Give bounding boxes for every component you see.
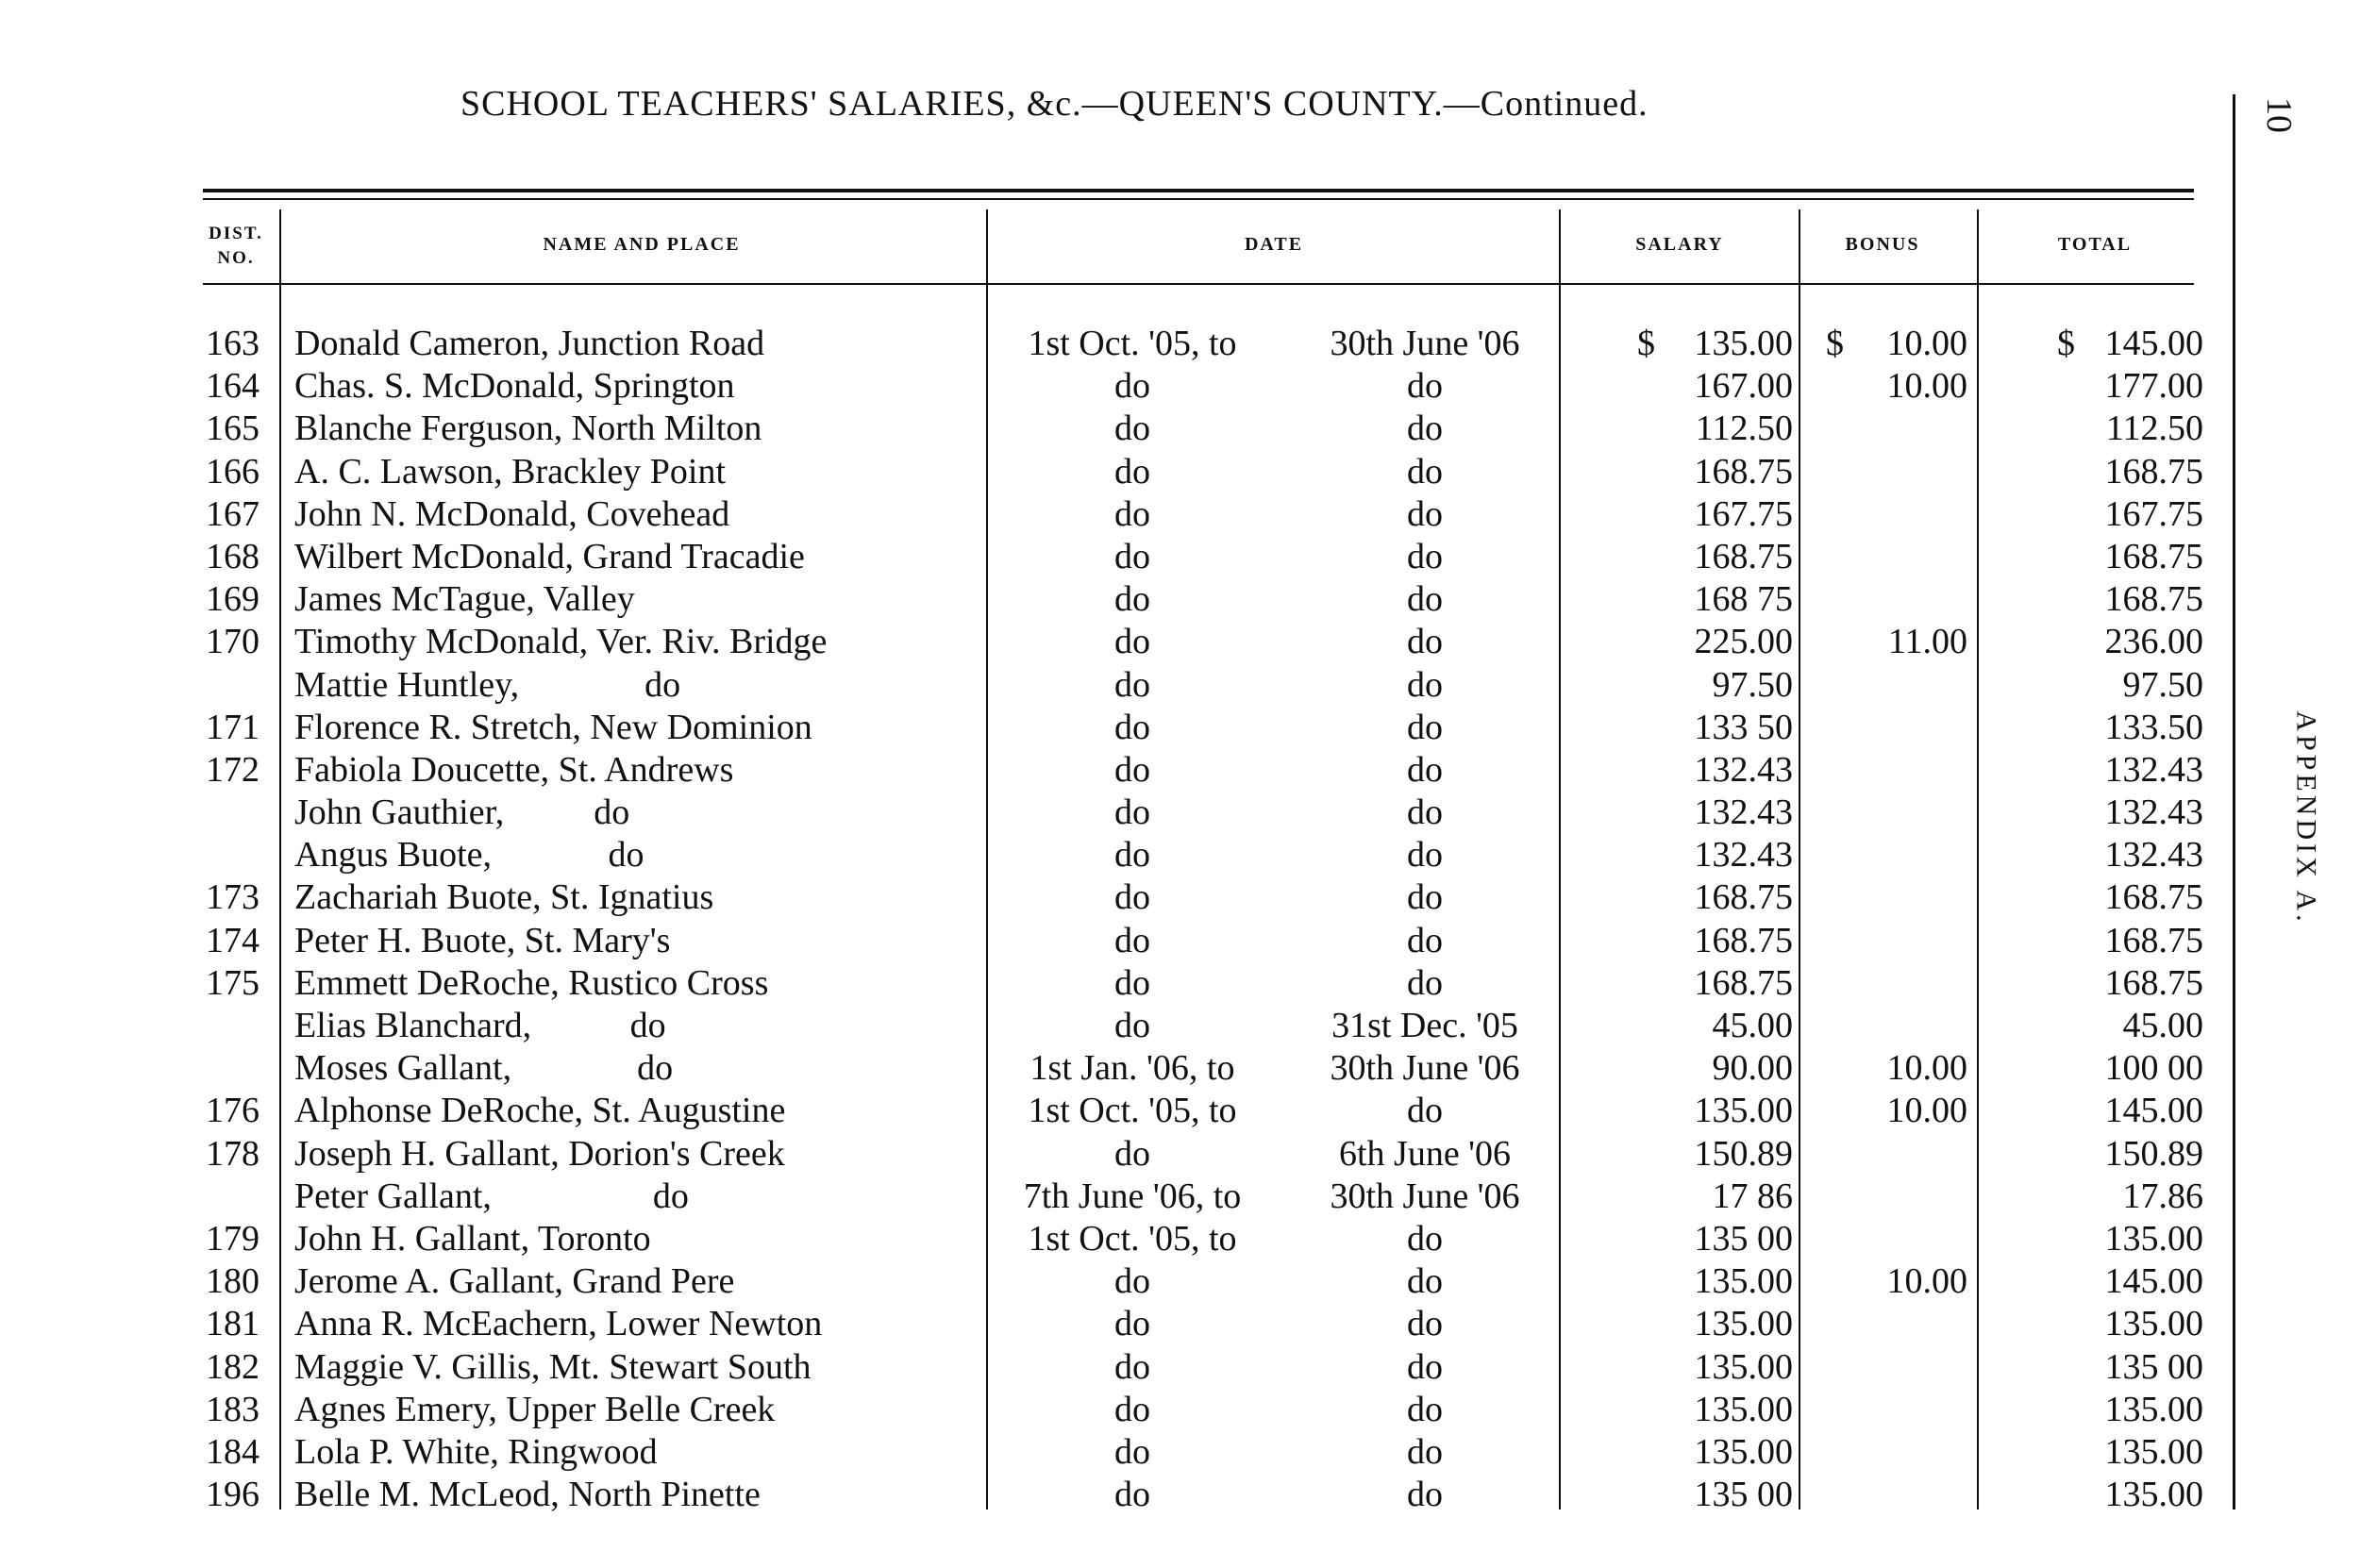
table-row (0, 1474, 2360, 1516)
date-to-cell: do (1407, 1218, 1443, 1259)
salary-cell: 135 00 (1694, 1218, 1793, 1259)
total-cell: 132.43 (2104, 792, 2203, 833)
table-row (0, 536, 2360, 578)
name-place-cell: Belle M. McLeod, North Pinette (294, 1475, 761, 1515)
table-row (0, 1047, 2360, 1090)
dist-no-cell: 166 (206, 451, 259, 492)
date-from-cell: do (1114, 1431, 1150, 1472)
column-header-bonus: BONUS (1845, 234, 1920, 255)
date-from-cell: do (1114, 1389, 1150, 1429)
name-place-cell: Mattie Huntley, do (294, 664, 681, 705)
bonus-cell: 10.00 (1886, 1091, 1967, 1131)
salary-cell: 90.00 (1712, 1048, 1793, 1089)
date-from-cell: do (1114, 749, 1150, 790)
name-place-cell: Anna R. McEachern, Lower Newton (294, 1304, 823, 1344)
salary-cell: 168.75 (1694, 920, 1793, 960)
bonus-cell: 10.00 (1886, 1261, 1967, 1302)
total-cell: 97.50 (2122, 664, 2203, 705)
name-place-cell: Florence R. Stretch, New Dominion (294, 707, 812, 747)
page-title: SCHOOL TEACHERS' SALARIES, &c.—QUEEN'S COUNTY.—Continued. (460, 84, 1649, 124)
dist-no-cell: 169 (206, 579, 259, 620)
dist-no-cell: 163 (206, 324, 259, 363)
dist-no-cell: 196 (206, 1475, 259, 1515)
date-from-cell: do (1114, 1261, 1150, 1302)
dist-no-cell: 176 (206, 1091, 259, 1131)
date-to-cell: do (1407, 877, 1443, 918)
salary-cell: 135.00 (1694, 1346, 1793, 1387)
salary-cell: 168.75 (1694, 877, 1793, 918)
date-from-cell: do (1114, 920, 1150, 960)
table-row (0, 365, 2360, 408)
dist-no-cell: 171 (206, 707, 259, 747)
salary-cell: 168.75 (1694, 536, 1793, 576)
name-place-cell: Peter H. Buote, St. Mary's (294, 920, 671, 960)
table-row (0, 1176, 2360, 1218)
date-to-cell: do (1407, 835, 1443, 876)
salary-cell: 135.00 (1694, 1431, 1793, 1472)
table-row (0, 451, 2360, 493)
dist-no-cell: 175 (206, 962, 259, 1003)
date-to-cell: 6th June '06 (1338, 1133, 1512, 1174)
date-to-cell: do (1407, 451, 1443, 492)
date-from-cell: do (1114, 835, 1150, 876)
salary-cell: 112.50 (1695, 409, 1793, 449)
total-cell: 145.00 (2104, 1091, 2203, 1131)
total-cell: 135.00 (2104, 1218, 2203, 1259)
name-place-cell: Timothy McDonald, Ver. Riv. Bridge (294, 622, 828, 662)
column-header-total: TOTAL (2057, 234, 2133, 255)
total-cell: 133.50 (2104, 707, 2203, 747)
salary-table-body (0, 323, 2360, 1516)
total-cell: 135.00 (2104, 1389, 2203, 1429)
dist-no-cell: 178 (206, 1133, 259, 1174)
dist-no-cell: 167 (206, 493, 259, 534)
date-to-cell: do (1407, 1091, 1443, 1131)
date-from-cell: do (1114, 1133, 1150, 1174)
total-cell: 168.75 (2104, 962, 2203, 1003)
date-from-cell: do (1114, 877, 1150, 918)
column-header-name: NAME AND PLACE (543, 234, 741, 255)
name-place-cell: James McTague, Valley (294, 579, 635, 620)
name-place-cell: Blanche Ferguson, North Milton (294, 409, 762, 449)
total-cell: 168.75 (2104, 451, 2203, 492)
table-row (0, 1133, 2360, 1176)
table-row (0, 664, 2360, 707)
total-cell: 135.00 (2104, 1431, 2203, 1472)
total-cell: 145.00 (2104, 1261, 2203, 1302)
name-place-cell: Donald Cameron, Junction Road (294, 324, 765, 363)
salary-cell: 97.50 (1712, 664, 1793, 705)
total-cell: 168.75 (2104, 579, 2203, 620)
date-to-cell: do (1407, 366, 1443, 407)
date-to-cell: do (1407, 1475, 1443, 1515)
total-cell: 17.86 (2122, 1176, 2203, 1216)
date-to-cell: do (1407, 1431, 1443, 1472)
column-header-date: DATE (1244, 234, 1304, 255)
salary-cell: 168.75 (1694, 451, 1793, 492)
name-place-cell: John H. Gallant, Toronto (294, 1218, 651, 1259)
salary-cell: 135.00 (1694, 1091, 1793, 1131)
date-to-cell: do (1407, 1304, 1443, 1344)
name-place-cell: John N. McDonald, Covehead (294, 493, 730, 534)
date-from-cell: do (1114, 366, 1150, 407)
total-cell: 112.50 (2105, 409, 2203, 449)
date-from-cell: do (1114, 1304, 1150, 1344)
table-row (0, 962, 2360, 1005)
date-from-cell: do (1114, 664, 1150, 705)
dist-no-cell: 164 (206, 366, 259, 407)
salary-cell: 132.43 (1694, 792, 1793, 833)
salary-cell: 168.75 (1694, 962, 1793, 1003)
total-cell: 135 00 (2104, 1346, 2203, 1387)
date-from-cell: do (1114, 493, 1150, 534)
table-row (0, 1090, 2360, 1132)
dist-no-cell: 179 (206, 1218, 259, 1259)
total-cell: 135.00 (2104, 1304, 2203, 1344)
salary-cell: 135.00 (1694, 1304, 1793, 1344)
salary-cell: 135 00 (1694, 1475, 1793, 1515)
date-to-cell: do (1407, 920, 1443, 960)
name-place-cell: Zachariah Buote, St. Ignatius (294, 877, 714, 918)
name-place-cell: Fabiola Doucette, St. Andrews (294, 749, 734, 790)
table-row (0, 1260, 2360, 1303)
table-row (0, 1303, 2360, 1345)
table-row (0, 749, 2360, 792)
total-cell: 150.89 (2104, 1133, 2203, 1174)
name-place-cell: John Gauthier, do (294, 792, 630, 833)
dist-no-cell: 184 (206, 1431, 259, 1472)
date-from-cell: do (1114, 707, 1150, 747)
page-number: 10 (2259, 97, 2299, 133)
header-rule-second (203, 198, 2194, 200)
dist-no-cell: 180 (206, 1261, 259, 1302)
bonus-cell: 11.00 (1887, 622, 1967, 662)
dist-no-cell: 173 (206, 877, 259, 918)
date-from-cell: 1st Oct. '05, to (1028, 324, 1237, 363)
salary-cell: 135.00 (1694, 1261, 1793, 1302)
table-row (0, 834, 2360, 876)
name-place-cell: Elias Blanchard, do (294, 1006, 666, 1045)
date-to-cell: do (1407, 493, 1443, 534)
total-cell: 100 00 (2104, 1048, 2203, 1089)
date-to-cell: do (1407, 1346, 1443, 1387)
date-to-cell: 30th June '06 (1330, 1048, 1520, 1089)
salary-cell: 135.00 (1694, 1389, 1793, 1429)
table-row (0, 323, 2360, 365)
date-to-cell: do (1407, 664, 1443, 705)
dist-no-cell: 183 (206, 1389, 259, 1429)
table-row (0, 408, 2360, 450)
total-cell: 132.43 (2104, 835, 2203, 876)
header-rule-bottom (203, 283, 2194, 285)
date-to-cell: do (1407, 707, 1443, 747)
name-place-cell: Wilbert McDonald, Grand Tracadie (294, 536, 805, 576)
total-cell: 177.00 (2104, 366, 2203, 407)
name-place-cell: Jerome A. Gallant, Grand Pere (294, 1261, 735, 1302)
total-cell: 145.00 (2104, 324, 2203, 363)
name-place-cell: Emmett DeRoche, Rustico Cross (294, 962, 769, 1003)
table-row (0, 707, 2360, 749)
table-row (0, 621, 2360, 663)
table-row (0, 920, 2360, 962)
date-from-cell: 1st Jan. '06, to (1029, 1048, 1235, 1089)
date-from-cell: do (1114, 1475, 1150, 1515)
date-from-cell: do (1114, 622, 1150, 662)
currency-symbol: $ (1637, 324, 1655, 363)
date-to-cell: 30th June '06 (1330, 324, 1520, 363)
table-row (0, 1389, 2360, 1431)
name-place-cell: Chas. S. McDonald, Springton (294, 366, 735, 407)
date-from-cell: do (1114, 451, 1150, 492)
date-from-cell: do (1114, 792, 1150, 833)
name-place-cell: Angus Buote, do (294, 835, 644, 876)
dist-no-cell: 165 (206, 409, 259, 449)
table-row (0, 493, 2360, 536)
table-row (0, 578, 2360, 621)
date-to-cell: do (1407, 792, 1443, 833)
total-cell: 45.00 (2122, 1006, 2203, 1045)
table-row (0, 1218, 2360, 1260)
table-row (0, 876, 2360, 919)
header-rule-top (203, 189, 2194, 192)
name-place-cell: A. C. Lawson, Brackley Point (294, 451, 727, 492)
salary-cell: 168 75 (1694, 579, 1793, 620)
name-place-cell: Lola P. White, Ringwood (294, 1431, 658, 1472)
date-from-cell: 7th June '06, to (1023, 1176, 1242, 1216)
name-place-cell: Alphonse DeRoche, St. Augustine (294, 1091, 786, 1131)
date-from-cell: 1st Oct. '05, to (1028, 1091, 1237, 1131)
salary-cell: 135.00 (1694, 324, 1793, 363)
date-to-cell: do (1407, 536, 1443, 576)
date-from-cell: do (1114, 536, 1150, 576)
salary-cell: 132.43 (1694, 835, 1793, 876)
table-row (0, 1431, 2360, 1474)
dist-no-cell: 182 (206, 1346, 259, 1387)
salary-cell: 150.89 (1694, 1133, 1793, 1174)
dist-no-cell: 170 (206, 622, 259, 662)
date-to-cell: do (1407, 579, 1443, 620)
date-from-cell: do (1114, 962, 1150, 1003)
appendix-label: APPENDIX A. (2290, 710, 2322, 926)
name-place-cell: Maggie V. Gillis, Mt. Stewart South (294, 1346, 812, 1387)
date-from-cell: do (1114, 579, 1150, 620)
salary-cell: 167.00 (1694, 366, 1793, 407)
total-cell: 168.75 (2104, 877, 2203, 918)
dist-no-cell: 172 (206, 749, 259, 790)
bonus-cell: 10.00 (1886, 366, 1967, 407)
name-place-cell: Agnes Emery, Upper Belle Creek (294, 1389, 776, 1429)
salary-cell: 133 50 (1694, 707, 1793, 747)
date-to-cell: 30th June '06 (1330, 1176, 1520, 1216)
salary-cell: 45.00 (1712, 1006, 1793, 1045)
date-to-cell: do (1407, 1261, 1443, 1302)
name-place-cell: Moses Gallant, do (294, 1048, 674, 1089)
table-row (0, 1346, 2360, 1389)
table-row (0, 1005, 2360, 1047)
dist-no-cell: 181 (206, 1304, 259, 1344)
date-to-cell: do (1407, 962, 1443, 1003)
salary-cell: 167.75 (1694, 493, 1793, 534)
total-cell: 167.75 (2104, 493, 2203, 534)
salary-cell: 225.00 (1694, 622, 1793, 662)
date-to-cell: do (1407, 409, 1443, 449)
date-from-cell: do (1114, 409, 1150, 449)
total-cell: 168.75 (2104, 536, 2203, 576)
date-to-cell: do (1407, 749, 1443, 790)
bonus-cell: 10.00 (1886, 1048, 1967, 1089)
total-cell: 168.75 (2104, 920, 2203, 960)
currency-symbol: $ (2057, 324, 2075, 363)
salary-cell: 132.43 (1694, 749, 1793, 790)
date-from-cell: do (1114, 1006, 1150, 1045)
column-header-salary: SALARY (1635, 234, 1724, 255)
date-from-cell: 1st Oct. '05, to (1028, 1218, 1237, 1259)
bonus-cell: 10.00 (1886, 324, 1967, 363)
date-to-cell: do (1407, 622, 1443, 662)
total-cell: 135.00 (2104, 1475, 2203, 1515)
total-cell: 132.43 (2104, 749, 2203, 790)
date-from-cell: do (1114, 1346, 1150, 1387)
table-row (0, 792, 2360, 834)
date-to-cell: do (1407, 1389, 1443, 1429)
column-header-dist: DIST. NO. (209, 224, 263, 268)
salary-cell: 17 86 (1712, 1176, 1793, 1216)
dist-no-cell: 174 (206, 920, 259, 960)
name-place-cell: Peter Gallant, do (294, 1176, 689, 1216)
date-to-cell: 31st Dec. '05 (1331, 1006, 1518, 1045)
total-cell: 236.00 (2104, 622, 2203, 662)
name-place-cell: Joseph H. Gallant, Dorion's Creek (294, 1133, 785, 1174)
dist-no-cell: 168 (206, 536, 259, 576)
currency-symbol: $ (1826, 324, 1844, 363)
